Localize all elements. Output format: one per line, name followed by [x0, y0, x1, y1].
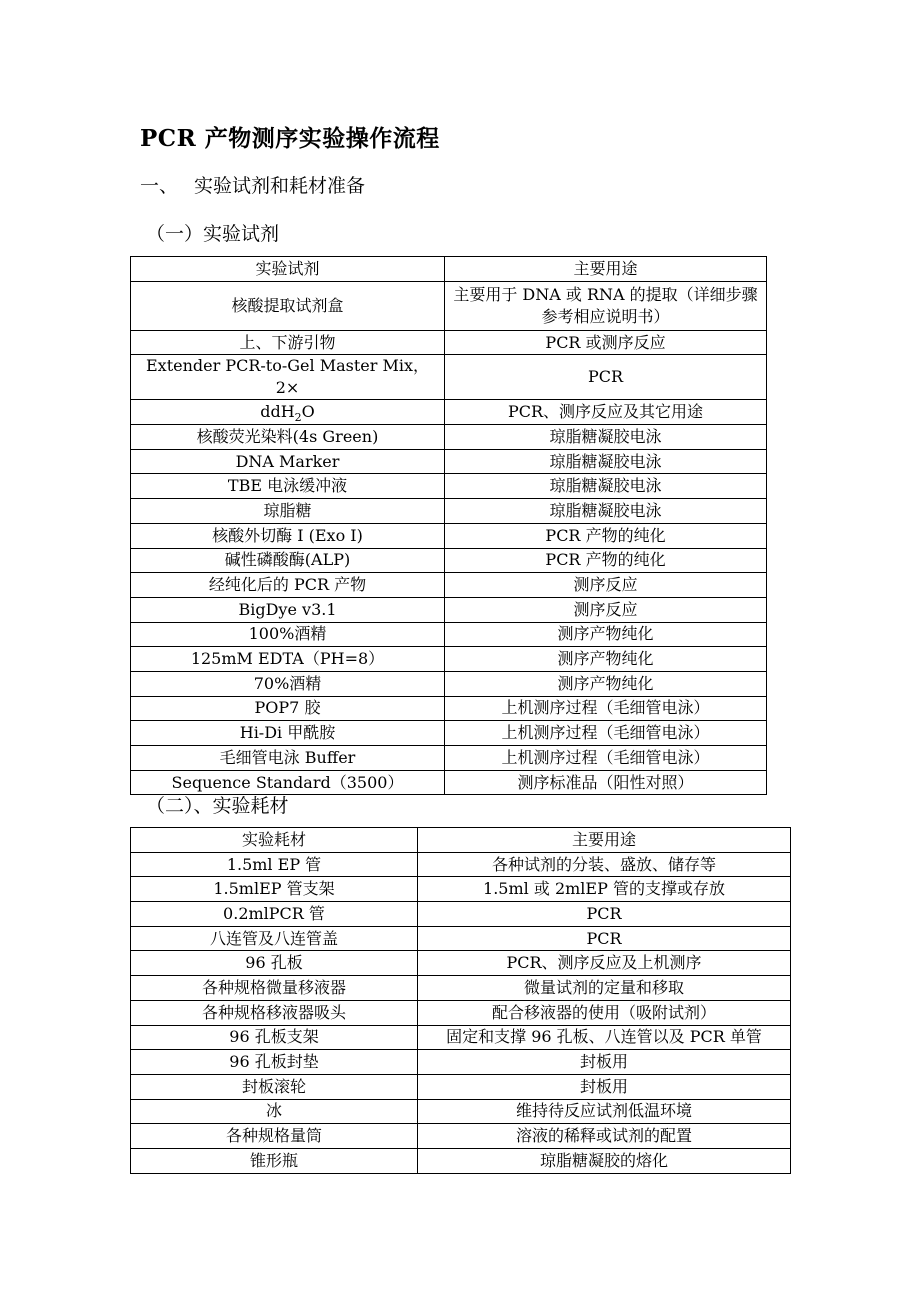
table-row [131, 696, 767, 721]
item-cell: 各种规格微量移液器 [131, 976, 418, 1001]
table-row [131, 1099, 791, 1124]
table-row [131, 1124, 791, 1149]
purpose-cell: 测序产物纯化 [445, 647, 767, 672]
purpose-cell: 各种试剂的分装、盛放、储存等 [418, 852, 791, 877]
table-row [131, 926, 791, 951]
purpose-cell: PCR [418, 926, 791, 951]
purpose-cell: 主要用于 DNA 或 RNA 的提取（详细步骤参考相应说明书） [445, 281, 767, 330]
item-cell: 核酸提取试剂盒 [131, 281, 445, 330]
table-row [131, 1050, 791, 1075]
item-cell: 经纯化后的 PCR 产物 [131, 573, 445, 598]
item-cell: 核酸荧光染料(4s Green) [131, 425, 445, 450]
table-row [131, 548, 767, 573]
reagents-heading: （一）实验试剂 [146, 223, 280, 245]
table-row [131, 951, 791, 976]
item-cell: BigDye v3.1 [131, 597, 445, 622]
item-cell: DNA Marker [131, 449, 445, 474]
table-row [131, 1148, 791, 1173]
purpose-cell: PCR 产物的纯化 [445, 523, 767, 548]
purpose-cell: 测序产物纯化 [445, 622, 767, 647]
purpose-cell: PCR、测序反应及其它用途 [445, 400, 767, 425]
item-cell: 96 孔板封垫 [131, 1050, 418, 1075]
purpose-cell: 微量试剂的定量和移取 [418, 976, 791, 1001]
purpose-cell: PCR、测序反应及上机测序 [418, 951, 791, 976]
table-row [131, 647, 767, 672]
purpose-cell: 维持待反应试剂低温环境 [418, 1099, 791, 1124]
purpose-cell: PCR 或测序反应 [445, 330, 767, 355]
table-row [131, 355, 767, 400]
table-row [131, 400, 767, 425]
purpose-cell: 固定和支撑 96 孔板、八连管以及 PCR 单管 [418, 1025, 791, 1050]
purpose-cell: 测序产物纯化 [445, 671, 767, 696]
item-cell: 96 孔板 [131, 951, 418, 976]
purpose-cell: 琼脂糖凝胶的熔化 [418, 1148, 791, 1173]
reagents-table [130, 256, 767, 795]
table-header-row [131, 828, 791, 853]
purpose-cell: PCR [418, 902, 791, 927]
item-cell: ddH$_2$O [131, 400, 445, 425]
purpose-cell: 上机测序过程（毛细管电泳） [445, 746, 767, 771]
table-row [131, 721, 767, 746]
column-header: 实验试剂 [131, 257, 445, 282]
table-row [131, 330, 767, 355]
item-cell: 碱性磷酸酶(ALP) [131, 548, 445, 573]
item-cell: Extender PCR-to-Gel Master Mix，2× [131, 355, 445, 400]
item-cell: 125mM EDTA（PH=8） [131, 647, 445, 672]
item-cell: TBE 电泳缓冲液 [131, 474, 445, 499]
purpose-cell: 封板用 [418, 1074, 791, 1099]
purpose-cell: 上机测序过程（毛细管电泳） [445, 696, 767, 721]
item-cell: 96 孔板支架 [131, 1025, 418, 1050]
section-label: 实验试剂和耗材准备 [194, 175, 366, 197]
table-row [131, 852, 791, 877]
purpose-cell: PCR [445, 355, 767, 400]
column-header: 主要用途 [445, 257, 767, 282]
item-cell: 各种规格量筒 [131, 1124, 418, 1149]
table-header-row [131, 257, 767, 282]
table-row [131, 499, 767, 524]
table-row [131, 976, 791, 1001]
item-cell: 锥形瓶 [131, 1148, 418, 1173]
item-cell: 各种规格移液器吸头 [131, 1000, 418, 1025]
table-row [131, 474, 767, 499]
table-row [131, 671, 767, 696]
purpose-cell: 琼脂糖凝胶电泳 [445, 499, 767, 524]
table-row [131, 622, 767, 647]
table-row [131, 902, 791, 927]
table-row [131, 523, 767, 548]
page-title: PCR 产物测序实验操作流程 [140, 125, 440, 152]
item-cell: 毛细管电泳 Buffer [131, 746, 445, 771]
purpose-cell: 溶液的稀释或试剂的配置 [418, 1124, 791, 1149]
table-row [131, 746, 767, 771]
consumables-table [130, 827, 791, 1174]
table-row [131, 425, 767, 450]
item-cell: 琼脂糖 [131, 499, 445, 524]
purpose-cell: PCR 产物的纯化 [445, 548, 767, 573]
purpose-cell: 测序标准品（阳性对照） [445, 770, 767, 795]
purpose-cell: 琼脂糖凝胶电泳 [445, 425, 767, 450]
item-cell: 100%酒精 [131, 622, 445, 647]
item-cell: 核酸外切酶 I (Exo I) [131, 523, 445, 548]
purpose-cell: 上机测序过程（毛细管电泳） [445, 721, 767, 746]
purpose-cell: 测序反应 [445, 597, 767, 622]
table-row [131, 281, 767, 330]
purpose-cell: 配合移液器的使用（吸附试剂） [418, 1000, 791, 1025]
column-header: 主要用途 [418, 828, 791, 853]
table-row [131, 573, 767, 598]
item-cell: 封板滚轮 [131, 1074, 418, 1099]
purpose-cell: 琼脂糖凝胶电泳 [445, 449, 767, 474]
column-header: 实验耗材 [131, 828, 418, 853]
table-row [131, 449, 767, 474]
item-cell: 1.5mlEP 管支架 [131, 877, 418, 902]
item-cell: Hi-Di 甲酰胺 [131, 721, 445, 746]
table-row [131, 1000, 791, 1025]
item-cell: POP7 胶 [131, 696, 445, 721]
item-cell: 0.2mlPCR 管 [131, 902, 418, 927]
consumables-heading: （二）、实验耗材 [146, 795, 289, 817]
item-cell: 上、下游引物 [131, 330, 445, 355]
table-row [131, 1074, 791, 1099]
item-cell: 70%酒精 [131, 671, 445, 696]
table-row [131, 877, 791, 902]
item-cell: 冰 [131, 1099, 418, 1124]
item-cell: 八连管及八连管盖 [131, 926, 418, 951]
purpose-cell: 封板用 [418, 1050, 791, 1075]
purpose-cell: 1.5ml 或 2mlEP 管的支撑或存放 [418, 877, 791, 902]
section-heading [140, 171, 365, 198]
section-number: 一、 [140, 175, 179, 197]
item-cell: Sequence Standard（3500） [131, 770, 445, 795]
item-cell: 1.5ml EP 管 [131, 852, 418, 877]
table-row [131, 597, 767, 622]
purpose-cell: 测序反应 [445, 573, 767, 598]
table-row [131, 1025, 791, 1050]
purpose-cell: 琼脂糖凝胶电泳 [445, 474, 767, 499]
